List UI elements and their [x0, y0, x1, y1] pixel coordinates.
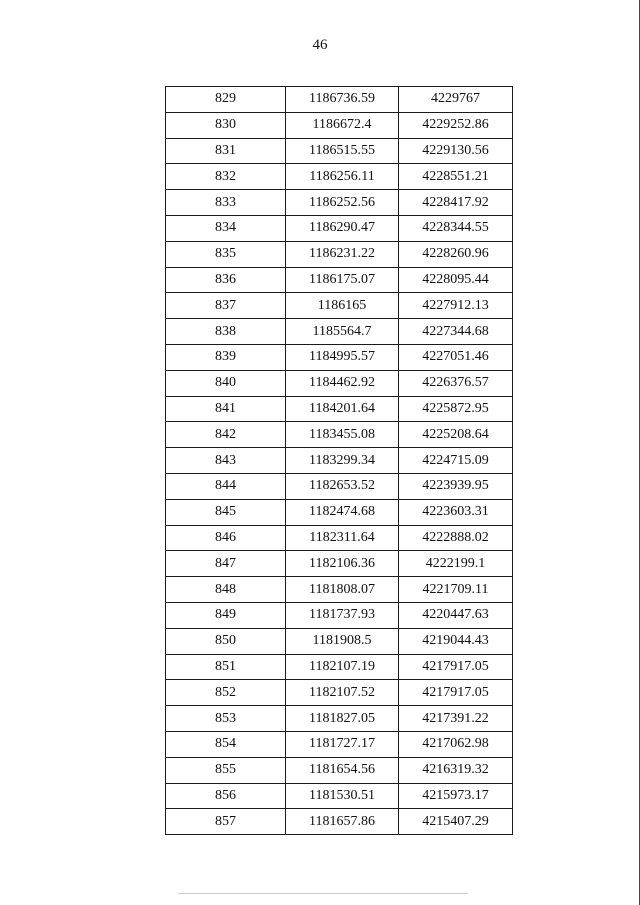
x-coordinate-cell: 1185564.7	[286, 319, 399, 345]
y-coordinate-cell: 4224715.09	[399, 448, 513, 474]
table-row	[166, 499, 513, 525]
point-number-cell: 836	[166, 267, 286, 293]
x-coordinate-cell: 1183455.08	[286, 422, 399, 448]
point-number-cell: 846	[166, 525, 286, 551]
y-coordinate-cell: 4220447.63	[399, 602, 513, 628]
table-row	[166, 473, 513, 499]
point-number-cell: 837	[166, 293, 286, 319]
point-number-cell: 848	[166, 577, 286, 603]
x-coordinate-cell: 1186231.22	[286, 241, 399, 267]
point-number-cell: 845	[166, 499, 286, 525]
point-number-cell: 855	[166, 757, 286, 783]
page-number: 46	[312, 37, 328, 53]
x-coordinate-cell: 1181908.5	[286, 628, 399, 654]
table-row	[166, 190, 513, 216]
table-row	[166, 138, 513, 164]
x-coordinate-cell: 1181530.51	[286, 783, 399, 809]
y-coordinate-cell: 4229130.56	[399, 138, 513, 164]
y-coordinate-cell: 4215407.29	[399, 809, 513, 835]
point-number-cell: 831	[166, 138, 286, 164]
y-coordinate-cell: 4228260.96	[399, 241, 513, 267]
x-coordinate-cell: 1186165	[286, 293, 399, 319]
table-row	[166, 680, 513, 706]
table-row	[166, 757, 513, 783]
x-coordinate-cell: 1182107.52	[286, 680, 399, 706]
y-coordinate-cell: 4221709.11	[399, 577, 513, 603]
point-number-cell: 847	[166, 551, 286, 577]
point-number-cell: 832	[166, 164, 286, 190]
table-row	[166, 87, 513, 113]
point-number-cell: 833	[166, 190, 286, 216]
x-coordinate-cell: 1181657.86	[286, 809, 399, 835]
table-row	[166, 706, 513, 732]
y-coordinate-cell: 4227344.68	[399, 319, 513, 345]
x-coordinate-cell: 1186736.59	[286, 87, 399, 113]
x-coordinate-cell: 1182107.19	[286, 654, 399, 680]
y-coordinate-cell: 4215973.17	[399, 783, 513, 809]
point-number-cell: 840	[166, 370, 286, 396]
x-coordinate-cell: 1186290.47	[286, 215, 399, 241]
y-coordinate-cell: 4229252.86	[399, 112, 513, 138]
point-number-cell: 834	[166, 215, 286, 241]
table-row	[166, 319, 513, 345]
bottom-rule	[178, 893, 468, 894]
point-number-cell: 849	[166, 602, 286, 628]
table-row	[166, 215, 513, 241]
y-coordinate-cell: 4222888.02	[399, 525, 513, 551]
x-coordinate-cell: 1182106.36	[286, 551, 399, 577]
x-coordinate-cell: 1181654.56	[286, 757, 399, 783]
point-number-cell: 852	[166, 680, 286, 706]
y-coordinate-cell: 4228417.92	[399, 190, 513, 216]
table-row	[166, 602, 513, 628]
x-coordinate-cell: 1184995.57	[286, 344, 399, 370]
point-number-cell: 842	[166, 422, 286, 448]
y-coordinate-cell: 4219044.43	[399, 628, 513, 654]
x-coordinate-cell: 1181737.93	[286, 602, 399, 628]
x-coordinate-cell: 1181727.17	[286, 731, 399, 757]
table-row	[166, 809, 513, 835]
point-number-cell: 829	[166, 87, 286, 113]
x-coordinate-cell: 1184201.64	[286, 396, 399, 422]
table-row	[166, 344, 513, 370]
point-number-cell: 856	[166, 783, 286, 809]
x-coordinate-cell: 1186515.55	[286, 138, 399, 164]
x-coordinate-cell: 1186175.07	[286, 267, 399, 293]
y-coordinate-cell: 4217917.05	[399, 654, 513, 680]
table-row	[166, 267, 513, 293]
table-row	[166, 396, 513, 422]
y-coordinate-cell: 4225872.95	[399, 396, 513, 422]
coordinates-table	[165, 86, 513, 835]
y-coordinate-cell: 4225208.64	[399, 422, 513, 448]
point-number-cell: 851	[166, 654, 286, 680]
table-row	[166, 370, 513, 396]
table-row	[166, 628, 513, 654]
x-coordinate-cell: 1186256.11	[286, 164, 399, 190]
point-number-cell: 843	[166, 448, 286, 474]
x-coordinate-cell: 1182653.52	[286, 473, 399, 499]
y-coordinate-cell: 4217062.98	[399, 731, 513, 757]
y-coordinate-cell: 4227051.46	[399, 344, 513, 370]
table-row	[166, 293, 513, 319]
point-number-cell: 838	[166, 319, 286, 345]
y-coordinate-cell: 4226376.57	[399, 370, 513, 396]
table-row	[166, 448, 513, 474]
table-row	[166, 577, 513, 603]
point-number-cell: 844	[166, 473, 286, 499]
y-coordinate-cell: 4223939.95	[399, 473, 513, 499]
point-number-cell: 853	[166, 706, 286, 732]
x-coordinate-cell: 1183299.34	[286, 448, 399, 474]
y-coordinate-cell: 4223603.31	[399, 499, 513, 525]
point-number-cell: 857	[166, 809, 286, 835]
table-row	[166, 164, 513, 190]
y-coordinate-cell: 4222199.1	[399, 551, 513, 577]
table-row	[166, 422, 513, 448]
point-number-cell: 850	[166, 628, 286, 654]
y-coordinate-cell: 4227912.13	[399, 293, 513, 319]
x-coordinate-cell: 1186252.56	[286, 190, 399, 216]
point-number-cell: 830	[166, 112, 286, 138]
x-coordinate-cell: 1182311.64	[286, 525, 399, 551]
x-coordinate-cell: 1181827.05	[286, 706, 399, 732]
table-row	[166, 783, 513, 809]
x-coordinate-cell: 1182474.68	[286, 499, 399, 525]
y-coordinate-cell: 4228344.55	[399, 215, 513, 241]
y-coordinate-cell: 4228551.21	[399, 164, 513, 190]
table-row	[166, 525, 513, 551]
x-coordinate-cell: 1184462.92	[286, 370, 399, 396]
table-row	[166, 551, 513, 577]
point-number-cell: 835	[166, 241, 286, 267]
y-coordinate-cell: 4217917.05	[399, 680, 513, 706]
table-row	[166, 112, 513, 138]
y-coordinate-cell: 4216319.32	[399, 757, 513, 783]
coordinates-table-body	[166, 87, 513, 835]
x-coordinate-cell: 1181808.07	[286, 577, 399, 603]
point-number-cell: 854	[166, 731, 286, 757]
table-row	[166, 654, 513, 680]
table-row	[166, 241, 513, 267]
x-coordinate-cell: 1186672.4	[286, 112, 399, 138]
point-number-cell: 839	[166, 344, 286, 370]
table-row	[166, 731, 513, 757]
y-coordinate-cell: 4228095.44	[399, 267, 513, 293]
y-coordinate-cell: 4229767	[399, 87, 513, 113]
y-coordinate-cell: 4217391.22	[399, 706, 513, 732]
point-number-cell: 841	[166, 396, 286, 422]
